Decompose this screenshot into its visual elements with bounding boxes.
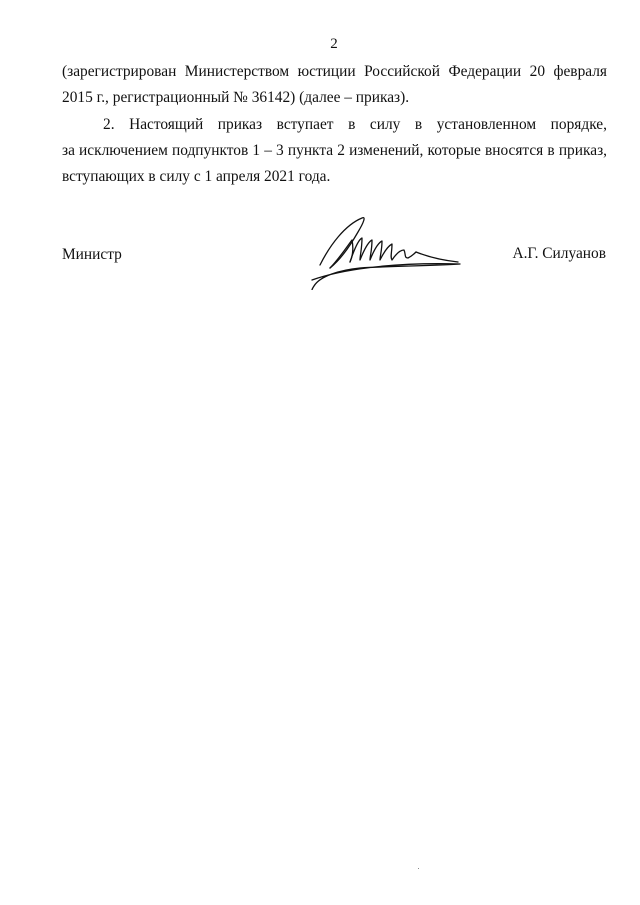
paragraph-2-line-1: 2. Настоящий приказ вступает в силу в установленном порядке,	[103, 116, 607, 133]
scan-speck	[418, 868, 419, 869]
paragraph-1-line-2: 2015 г., регистрационный № 36142) (далее – приказ).	[62, 89, 410, 106]
paragraph-2-line-2: за исключением подпунктов 1 – 3 пункта 2 изменений, которые вносятся в приказ,	[62, 142, 607, 159]
paragraph-1-line-1: (зарегистрирован Министерством юстиции Российской Федерации 20 февраля	[62, 63, 607, 80]
handwritten-signature	[300, 210, 470, 290]
paragraph-2-line-3: вступающих в силу с 1 апреля 2021 года.	[62, 168, 331, 185]
signer-position: Министр	[62, 246, 122, 263]
signer-name: А.Г. Силуанов	[512, 245, 606, 262]
page-number: 2	[330, 36, 338, 52]
